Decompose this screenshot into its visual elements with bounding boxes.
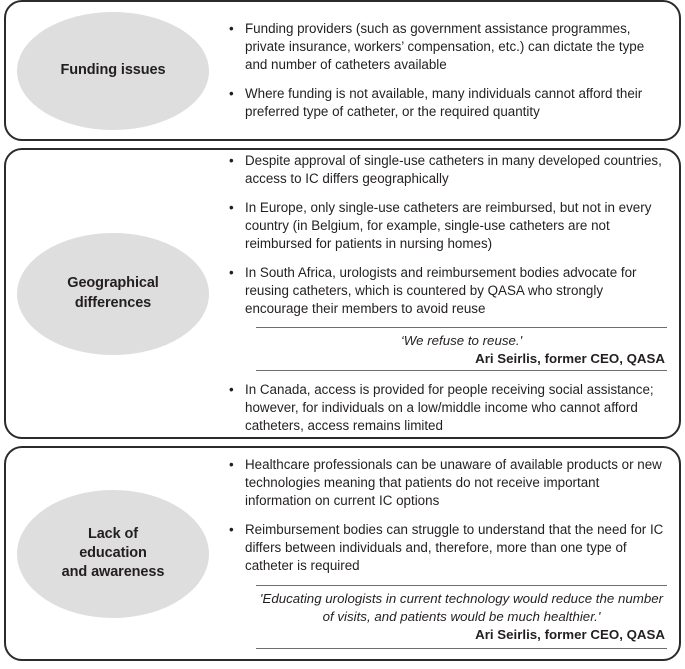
list-item [228,381,667,435]
list-item-text: In Canada, access is provided for people receiving social assistance; however, for individuals on a low/middle income who cannot afford catheters, access remains limited [245,381,654,433]
ellipse-label-line: and awareness [61,564,165,581]
list-item [228,199,667,253]
content-lack-of-education [228,448,679,659]
list-item [228,152,667,188]
bullet-list-lack-of-education [228,456,667,575]
ellipse-wrap-geographical-differences [6,150,228,437]
ellipse-label-line: Funding issues [60,61,166,78]
bullet-marker-icon: • [229,456,234,472]
bullet-list-geographical-differences [228,152,667,318]
ellipse-label-geographical-differences [67,274,158,312]
bullet-marker-icon: • [229,381,234,397]
list-item-text: Where funding is not available, many individuals cannot afford their preferred type of catheter, or the required quantity [245,86,643,120]
bullet-marker-icon: • [229,153,234,169]
ellipse-wrap-funding-issues [6,2,228,139]
ellipse-label-line: differences [74,294,152,311]
ellipse-label-lack-of-education [62,525,165,582]
quote-block-qasa-refuse-to-reuse [256,327,667,371]
bullet-marker-icon: • [229,86,234,102]
bullet-marker-icon: • [229,265,234,281]
content-funding-issues [228,2,679,139]
panel-geographical-differences [4,148,681,439]
quote-block-qasa-educating-urologists [256,585,667,649]
list-item [228,264,667,318]
list-item-text: Despite approval of single-use catheters in many developed countries, access to IC differs geographically [245,153,662,187]
quote-text: 'Educating urologists in current technology would reduce the number of visits, and patients would be much healthier.' [259,590,664,625]
list-item-text: In Europe, only single-use catheters are reimbursed, but not in every country (in Belgium, for example, single-use catheters are not reimbursed for patients in nursing homes) [245,200,652,252]
quote-text: ‘We refuse to reuse.' [400,332,523,348]
bullet-marker-icon: • [229,521,234,537]
panel-lack-of-education-and-awareness [4,446,681,661]
quote-attribution: Ari Seirlis, former CEO, QASA [475,627,665,643]
ellipse-wrap-lack-of-education [6,448,228,659]
bullet-marker-icon: • [229,200,234,216]
content-geographical-differences [228,150,679,437]
ellipse-label-line: Lack of [87,525,139,542]
ellipse-label-line: education [79,544,147,561]
list-item-text: In South Africa, urologists and reimbursement bodies advocate for reusing catheters, which is countered by QASA who strongly encourage their members to avoid reuse [245,265,637,317]
list-item-text: Funding providers (such as government assistance programmes, private insurance, workers’ compensation, etc.) can dictate the type and number of catheters available [245,20,645,72]
list-item [228,85,667,121]
list-item [228,521,667,575]
quote-attribution: Ari Seirlis, former CEO, QASA [475,350,665,366]
ellipse-lack-of-education-and-awareness [17,490,209,618]
ellipse-geographical-differences [17,233,209,355]
panel-funding-issues [4,0,681,141]
bullet-list-geographical-differences-after-quote [228,381,667,435]
bullet-list-funding-issues [228,20,667,121]
ellipse-label-line: Geographical [67,275,159,292]
ellipse-funding-issues [17,12,209,130]
ellipse-label-funding-issues [61,61,166,80]
list-item-text: Reimbursement bodies can struggle to understand that the need for IC differs between individuals and, therefore, more than one type of catheter is required [245,521,664,573]
list-item [228,20,667,74]
list-item-text: Healthcare professionals can be unaware of available products or new technologies meaning that patients do not receive important information on current IC options [245,456,662,508]
bullet-marker-icon: • [229,20,234,36]
list-item [228,456,667,510]
